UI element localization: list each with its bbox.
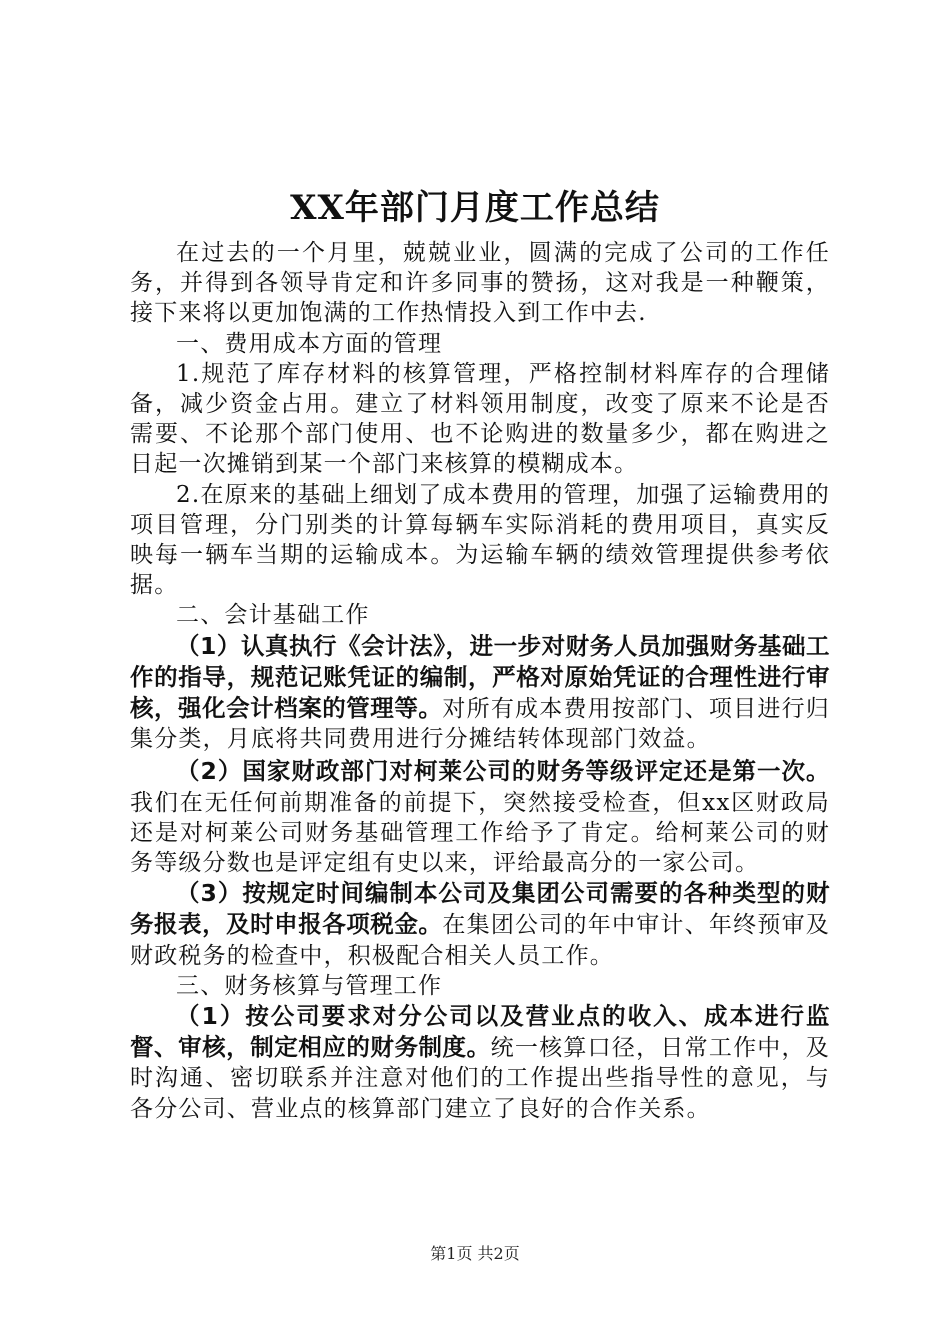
accounting-item-2-text: 我们在无任何前期准备的前提下，突然接受检查，但xx区财政局还是对柯莱公司财务基础管理工作给予了肯定。给柯莱公司的财务等级分数也是评定组有史以来，评给最高分的一家公司。 — [130, 789, 830, 877]
cost-paragraph-2: 2.在原来的基础上细划了成本费用的管理，加强了运输费用的项目管理，分门别类的计算每辆车实际消耗的费用项目，真实反映每一辆车当期的运输成本。为运输车辆的绩效管理提供参考依据。 — [130, 481, 830, 599]
section-heading-financial-accounting: 三、财务核算与管理工作 — [176, 972, 443, 999]
page-number-footer: 第1页 共2页 — [430, 1244, 520, 1263]
section-heading-cost-management: 一、费用成本方面的管理 — [176, 330, 443, 357]
financial-item-1-text: 统一核算口径，日常工作中，及时沟通、密切联系并注意对他们的工作提出些指导性的意见，与各分公司、营业点的核算部门建立了良好的合作关系。 — [130, 1035, 830, 1122]
accounting-item-3-text: 在集团公司的年中审计、年终预审及财政税务的检查中，积极配合相关人员工作。 — [130, 912, 831, 969]
accounting-item-2-emphasis: （2）国家财政部门对柯莱公司的财务等级评定还是第一次。 — [176, 757, 830, 786]
financial-item-1-emphasis: （1）按公司要求对分公司以及营业点的收入、成本进行监督、审核，制定相应的财务制度。 — [130, 1002, 830, 1062]
intro-paragraph: 在过去的一个月里，兢兢业业，圆满的完成了公司的工作任务，并得到各领导肯定和许多同事的赞扬，这对我是一种鞭策，接下来将以更加饱满的工作热情投入到工作中去. — [130, 240, 830, 327]
financial-item-1 — [130, 1001, 830, 1124]
accounting-item-1 — [130, 631, 830, 755]
cost-paragraph-1: 1.规范了库存材料的核算管理，严格控制材料库存的合理储备，减少资金占用。建立了材料领用制度，改变了原来不论是否需要、不论那个部门使用、也不论购进的数量多少，都在购进之日起一次摊销到某一个部门来核算的模糊成本。 — [130, 360, 830, 478]
accounting-item-3-emphasis: （3）按规定时间编制本公司及集团公司需要的各种类型的财务报表，及时申报各项税金。 — [130, 879, 830, 939]
accounting-item-1-emphasis: （1）认真执行《会计法》，进一步对财务人员加强财务基础工作的指导，规范记账凭证的编制，严格对原始凭证的合理性进行审核，强化会计档案的管理等。 — [130, 631, 830, 723]
accounting-item-3 — [130, 878, 830, 971]
accounting-item-1-text: 对所有成本费用按部门、项目进行归集分类，月底将共同费用进行分摊结转体现部门效益。 — [130, 696, 831, 753]
document-title: XX年部门月度工作总结 — [290, 188, 660, 228]
accounting-item-2 — [130, 756, 830, 878]
section-heading-accounting-basics: 二、会计基础工作 — [176, 602, 370, 629]
document-body — [130, 238, 830, 1124]
